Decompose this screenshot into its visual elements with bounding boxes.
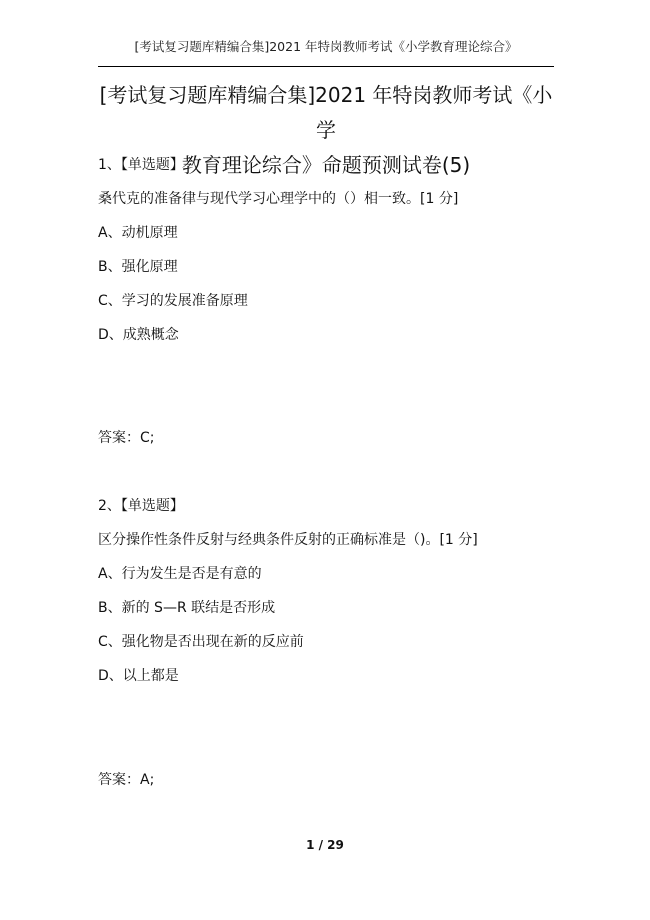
document-title-line-2: 教育理论综合》命题预测试卷(5) — [181, 153, 471, 177]
question-2-stem: 区分操作性条件反射与经典条件反射的正确标准是（)。[1 分] — [98, 532, 478, 548]
question-2-option-b: B、新的 S—R 联结是否形成 — [98, 600, 276, 616]
question-1-option-b: B、强化原理 — [98, 259, 178, 275]
question-2-option-d: D、以上都是 — [98, 668, 179, 684]
question-1-option-a: A、动机原理 — [98, 225, 178, 241]
question-2-heading: 2、【单选题】 — [98, 498, 184, 514]
page-indicator: 1 / 29 — [306, 838, 344, 852]
question-1-option-c: C、学习的发展准备原理 — [98, 293, 248, 309]
question-1-answer: 答案：C; — [98, 430, 155, 446]
header-rule — [98, 66, 554, 67]
question-1-stem: 桑代克的准备律与现代学习心理学中的（）相一致。[1 分] — [98, 191, 459, 207]
question-1-option-d: D、成熟概念 — [98, 327, 179, 343]
question-2-option-a: A、行为发生是否是有意的 — [98, 566, 262, 582]
question-2-option-c: C、强化物是否出现在新的反应前 — [98, 634, 304, 650]
document-title-line-1: [考试复习题库精编合集]2021 年特岗教师考试《小学 — [99, 83, 553, 142]
question-2-answer: 答案：A; — [98, 772, 155, 788]
running-header: [考试复习题库精编合集]2021 年特岗教师考试《小学教育理论综合》 — [134, 39, 518, 54]
question-1-heading: 1、【单选题】 — [98, 157, 184, 173]
